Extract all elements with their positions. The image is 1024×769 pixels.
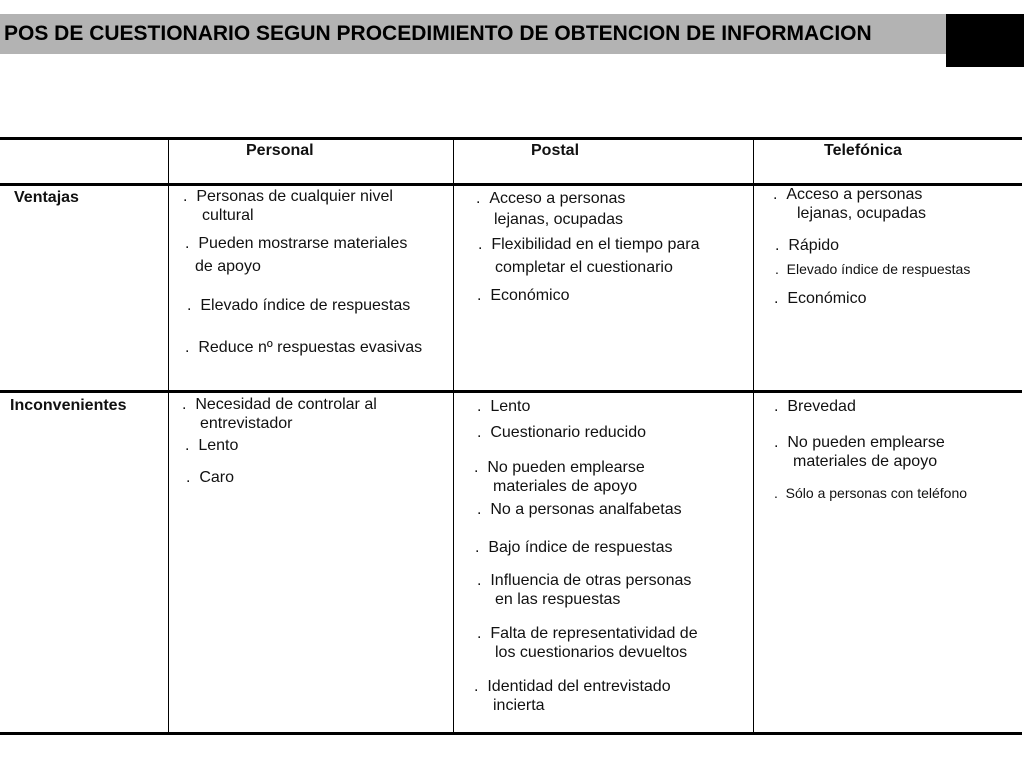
list-item: . Elevado índice de respuestas: [187, 297, 411, 314]
list-item: . Brevedad: [774, 398, 856, 415]
list-item: . Influencia de otras personas en las respuestas: [477, 572, 692, 608]
column-divider: [453, 140, 454, 733]
list-item: . Acceso a personas lejanas, ocupadas: [773, 186, 926, 222]
list-item: . Reduce nº respuestas evasivas: [185, 339, 423, 356]
column-header-telefonica: Telefónica: [824, 142, 902, 159]
title-bar: [0, 14, 1009, 54]
list-item: . Elevado índice de respuestas: [775, 261, 971, 277]
row-divider-rule: [0, 390, 1022, 393]
list-item: . No pueden emplearse materiales de apoyo: [774, 434, 945, 470]
list-item: . Flexibilidad en el tiempo para completar el cuestionario: [478, 236, 700, 276]
column-header-personal: Personal: [246, 142, 314, 159]
slide-title: POS DE CUESTIONARIO SEGUN PROCEDIMIENTO DE OBTENCION DE INFORMACION: [4, 22, 872, 45]
list-item: . Falta de representatividad de los cuestionarios devueltos: [477, 625, 698, 661]
list-item: . Identidad del entrevistado incierta: [474, 678, 671, 714]
list-item: . Rápido: [775, 237, 840, 254]
list-item: . Bajo índice de respuestas: [475, 539, 673, 556]
list-item: . Necesidad de controlar al entrevistador: [182, 396, 377, 432]
list-item: . Personas de cualquier nivel cultural: [183, 188, 393, 224]
list-item: . Sólo a personas con teléfono: [774, 485, 968, 501]
row-header-inconvenientes: Inconvenientes: [10, 397, 127, 414]
list-item: . Acceso a personas lejanas, ocupadas: [476, 190, 626, 228]
list-item: . Lento: [477, 398, 531, 415]
list-item: . Cuestionario reducido: [477, 424, 646, 441]
list-item: . No a personas analfabetas: [477, 501, 682, 518]
column-divider: [168, 140, 169, 733]
list-item: . Económico: [477, 287, 570, 304]
list-item: . Pueden mostrarse materiales de apoyo: [185, 235, 408, 275]
list-item: . Caro: [186, 469, 235, 486]
corner-decoration: [946, 14, 1024, 67]
list-item: . Económico: [774, 290, 867, 307]
row-header-ventajas: Ventajas: [14, 189, 79, 206]
table-top-rule: [0, 137, 1022, 140]
table-bottom-rule: [0, 732, 1022, 735]
list-item: . No pueden emplearse materiales de apoyo: [474, 459, 645, 495]
column-divider: [753, 140, 754, 733]
list-item: . Lento: [185, 437, 239, 454]
column-header-postal: Postal: [531, 142, 580, 159]
